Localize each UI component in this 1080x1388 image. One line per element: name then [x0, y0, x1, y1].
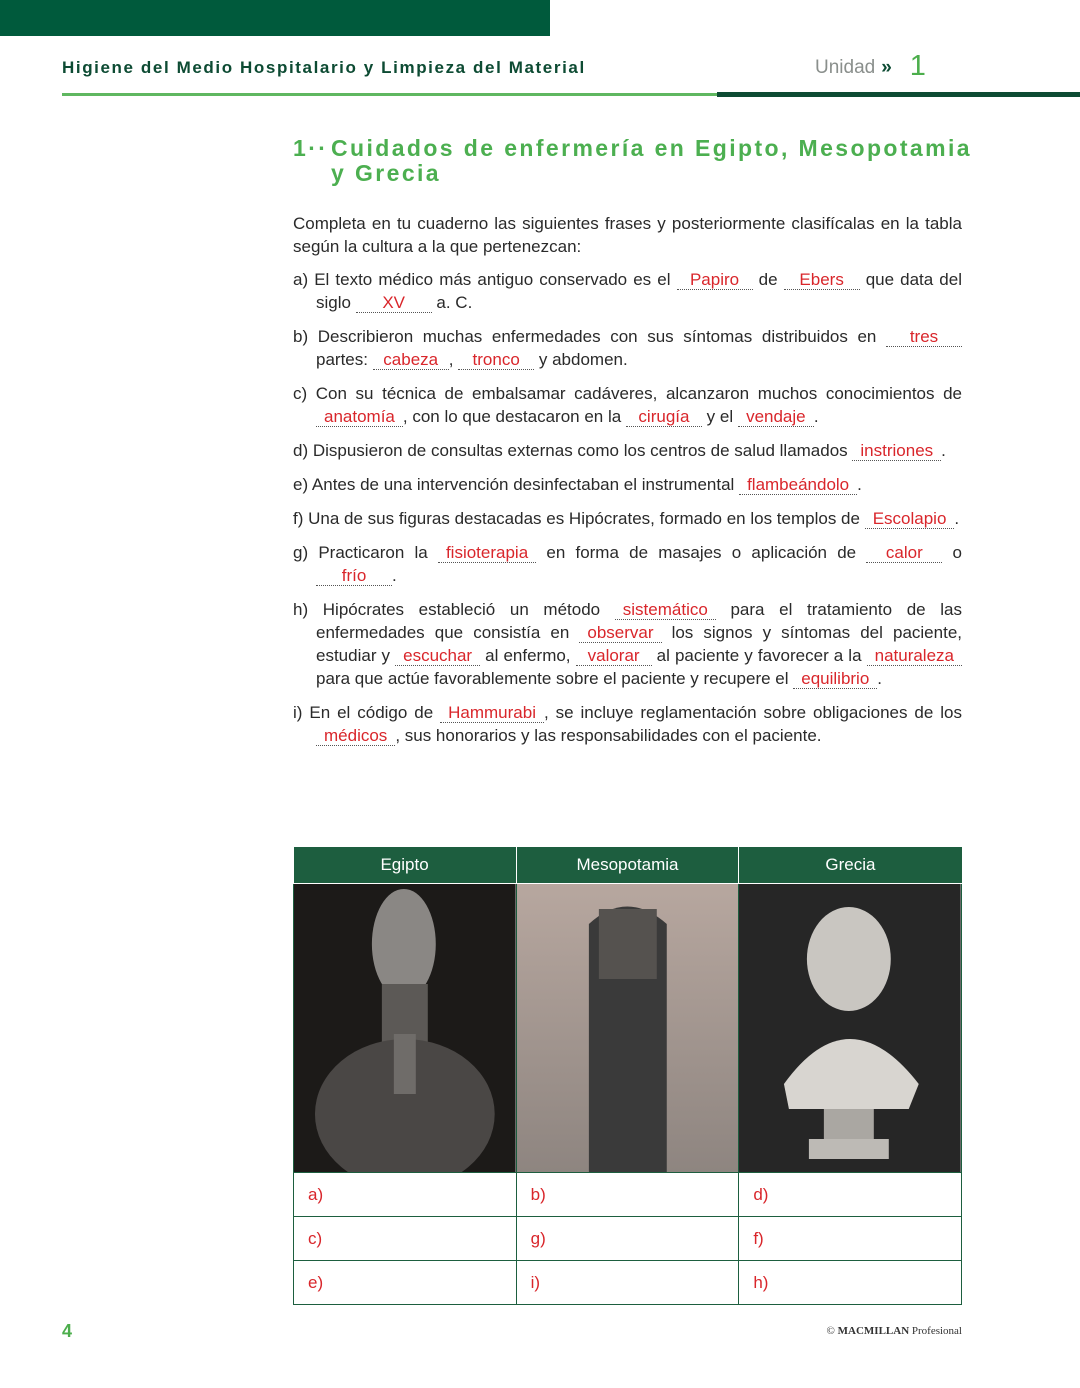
item-text: , sus honorarios y las responsabilidades con el paciente.: [395, 726, 822, 745]
publisher-name: MACMILLAN: [837, 1325, 910, 1337]
egypt-statue-image: [294, 884, 517, 1173]
answer-blank: valorar: [576, 646, 652, 666]
answer-blank: calor: [866, 543, 942, 563]
item-text: h) Hipócrates estableció un método: [293, 600, 615, 619]
answer-blank: equilibrio: [793, 669, 877, 689]
exercise-item: [293, 598, 962, 690]
table-cell: e): [294, 1261, 517, 1305]
item-text: de: [752, 270, 784, 289]
item-text: a) El texto médico más antiguo conservado es el: [293, 270, 677, 289]
item-text: partes:: [316, 350, 373, 369]
page-number: 4: [62, 1321, 73, 1341]
exercise-item: [293, 268, 962, 314]
answer-blank: anatomía: [316, 407, 403, 427]
item-text: .: [813, 407, 819, 426]
table-cell: f): [739, 1217, 962, 1261]
item-text: .: [877, 669, 883, 688]
item-text: para el tratamiento de las enfermedades que consistía en: [316, 600, 962, 642]
exercise-item: [293, 541, 962, 587]
exercise-instructions: Completa en tu cuaderno las siguientes frases y posteriormente clasifícalas en la tabla según la cultura a la que pertenezcan:: [293, 214, 962, 256]
answer-blank: tres: [886, 327, 962, 347]
section-number: 1··: [293, 135, 329, 161]
table-cell: d): [739, 1173, 962, 1217]
item-text: los signos y síntomas del paciente, estudiar y: [316, 623, 962, 665]
section-title-line2: y Grecia: [331, 160, 441, 186]
top-color-band: [0, 0, 550, 36]
item-text: .: [941, 441, 946, 460]
answer-blank: médicos: [316, 726, 395, 746]
column-header-grecia: Grecia: [739, 847, 962, 884]
answer-blank: cabeza: [373, 350, 449, 370]
table-cell: h): [739, 1261, 962, 1305]
book-title: Higiene del Medio Hospitalario y Limpieza del Material: [62, 58, 586, 77]
answer-blank: XV: [356, 293, 432, 313]
column-header-mesopotamia: Mesopotamia: [516, 847, 739, 884]
item-text: y abdomen.: [534, 350, 628, 369]
copyright-symbol: ©: [826, 1325, 835, 1337]
item-text: para que actúe favorablemente sobre el paciente y recupere el: [316, 669, 794, 688]
answer-blank: Papiro: [677, 270, 753, 290]
exercise-content: [293, 212, 962, 758]
item-text: en forma de masajes o aplicación de: [536, 543, 867, 562]
exercise-item: [293, 701, 962, 747]
unit-indicator: [815, 50, 926, 83]
answer-blank: naturaleza: [867, 646, 962, 666]
section-title: [293, 136, 972, 186]
item-text: , con lo que destacaron en la: [402, 407, 626, 426]
item-text: a. C.: [431, 293, 473, 312]
item-text: b) Describieron muchas enfermedades con sus síntomas distribuidos en: [293, 327, 886, 346]
table-cell: b): [516, 1173, 739, 1217]
item-text: al paciente y favorecer a la: [651, 646, 867, 665]
item-text: e) Antes de una intervención desinfectaban el instrumental: [293, 475, 740, 494]
answer-blank: instriones: [852, 441, 941, 461]
answer-blank: vendaje: [738, 407, 814, 427]
item-text: .: [392, 566, 397, 585]
exercise-items: [293, 268, 962, 747]
item-text: .: [954, 509, 960, 528]
item-text: c) Con su técnica de embalsamar cadáveres, alcanzaron muchos conocimientos de: [293, 384, 962, 403]
answer-blank: fisioterapia: [438, 543, 536, 563]
item-text: i) En el código de: [293, 703, 441, 722]
unit-number: 1: [909, 50, 926, 82]
exercise-item: [293, 382, 962, 428]
answer-blank: Hammurabi: [440, 703, 544, 723]
hammurabi-stele-image: [516, 884, 739, 1173]
answer-blank: escuchar: [395, 646, 480, 666]
item-text: g) Practicaron la: [293, 543, 438, 562]
exercise-item: [293, 473, 962, 496]
item-text: o: [942, 543, 962, 562]
item-text: ,: [448, 350, 459, 369]
table-cell: c): [294, 1217, 517, 1261]
item-text: que data del siglo: [316, 270, 962, 312]
chevron-right-icon: »: [881, 57, 892, 78]
answer-blank: Ebers: [784, 270, 860, 290]
classification-table: [293, 847, 962, 1305]
answer-blank: frío: [316, 566, 392, 586]
section-title-line1: Cuidados de enfermería en Egipto, Mesopotamia: [331, 135, 972, 161]
exercise-item: [293, 439, 962, 462]
item-text: .: [857, 475, 862, 494]
answer-blank: Escolapio: [865, 509, 955, 529]
item-text: , se incluye reglamentación sobre obligaciones de los: [543, 703, 962, 722]
answer-blank: sistemático: [615, 600, 716, 620]
unit-label: Unidad: [815, 57, 876, 78]
table-cell: g): [516, 1217, 739, 1261]
answer-blank: tronco: [458, 350, 534, 370]
exercise-item: [293, 325, 962, 371]
answer-blank: flambeándolo: [739, 475, 857, 495]
item-text: f) Una de sus figuras destacadas es Hipócrates, formado en los templos de: [293, 509, 865, 528]
table-cell: a): [294, 1173, 517, 1217]
answer-blank: observar: [579, 623, 661, 643]
item-text: d) Dispusieron de consultas externas como los centros de salud llamados: [293, 441, 853, 460]
item-text: y el: [701, 407, 738, 426]
header-rule-dark: [717, 92, 1080, 97]
item-text: al enfermo,: [480, 646, 576, 665]
table-cell: i): [516, 1261, 739, 1305]
header-rule-light: [62, 93, 717, 96]
publisher-credit: [827, 1325, 962, 1337]
hippocrates-bust-image: [739, 884, 962, 1173]
exercise-item: [293, 507, 962, 530]
answer-blank: cirugía: [626, 407, 702, 427]
column-header-egipto: Egipto: [294, 847, 517, 884]
publisher-suffix: Profesional: [911, 1325, 962, 1337]
